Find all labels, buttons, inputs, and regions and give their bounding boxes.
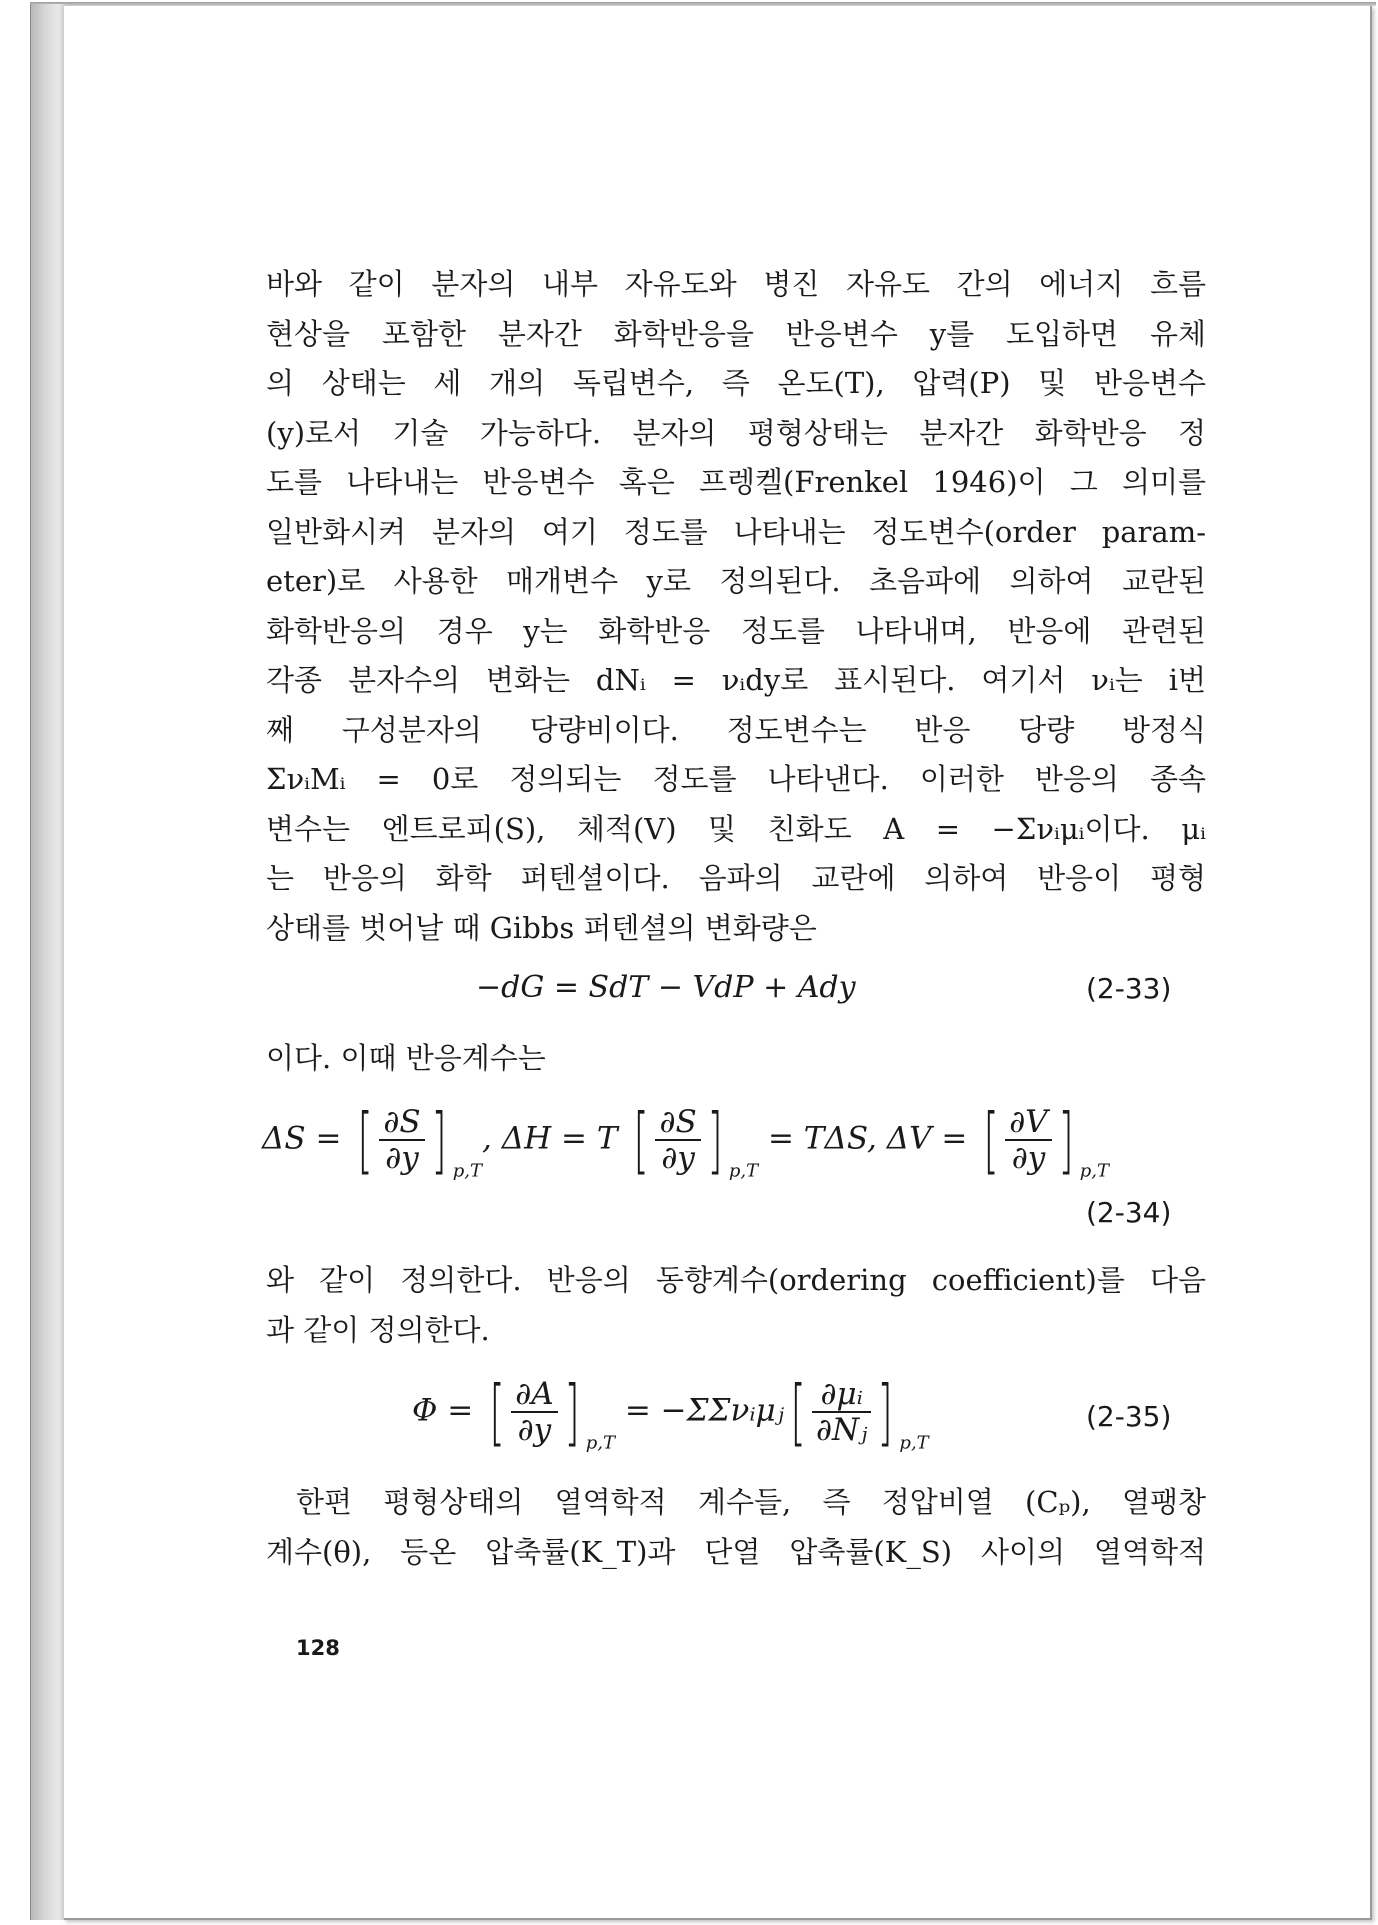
- denominator: ∂y: [517, 1412, 552, 1448]
- right-bracket: ]: [877, 1370, 894, 1454]
- text-line: 째 구성분자의 당량비이다. 정도변수는 반응 당량 방정식: [266, 712, 1206, 747]
- page-number: 128: [296, 1636, 340, 1660]
- equation-number-2-34: (2-34): [1086, 1196, 1172, 1229]
- text-line: 와 같이 정의한다. 반응의 동향계수(ordering coefficient)를 다음: [266, 1263, 1206, 1297]
- equation-number-2-33: (2-33): [1086, 972, 1172, 1005]
- text-line: 는 반응의 화학 퍼텐셜이다. 음파의 교란에 의하여 반응이 평형: [266, 861, 1206, 895]
- eq35-lhs: Φ =: [412, 1392, 474, 1429]
- text-line: 상태를 벗어날 때 Gibbs 퍼텐셜의 변화량은: [266, 910, 817, 945]
- right-bracket: ]: [431, 1098, 447, 1182]
- eq35-middle: = −ΣΣνᵢμⱼ: [624, 1392, 784, 1429]
- fraction: [511, 1377, 557, 1447]
- denominator: ∂y: [1011, 1140, 1046, 1176]
- text-line: 화학반응의 경우 y는 화학반응 정도를 나타내며, 반응에 관련된: [266, 613, 1206, 648]
- left-bracket: [: [983, 1098, 999, 1182]
- numerator: ∂S: [655, 1105, 700, 1141]
- equation-2-34: [262, 1098, 1110, 1182]
- subscript: p,T: [1079, 1160, 1110, 1182]
- text-line: 바와 같이 분자의 내부 자유도와 병진 자유도 간의 에너지 흐름: [266, 267, 1206, 301]
- text-line: ΣνᵢMᵢ = 0로 정의되는 정도를 나타낸다. 이러한 반응의 종속: [266, 762, 1206, 796]
- text-line: 각종 분자수의 변화는 dNᵢ = νᵢdy로 표시된다. 여기서 νᵢ는 i번: [266, 663, 1206, 697]
- denominator: ∂y: [385, 1140, 419, 1176]
- text-line: 변수는 엔트로피(S), 체적(V) 및 친화도 A = −Σνᵢμᵢ이다. μᵢ: [266, 811, 1206, 846]
- text-line: 한편 평형상태의 열역학적 계수들, 즉 정압비열 (Cₚ), 열팽창: [296, 1485, 1206, 1519]
- right-bracket: ]: [563, 1370, 580, 1454]
- text-line: 계수(θ), 등온 압축률(K_T)과 단열 압축률(K_S) 사이의 열역학적: [266, 1534, 1206, 1569]
- equation-2-35: [412, 1370, 929, 1454]
- text-line: eter)로 사용한 매개변수 y로 정의된다. 초음파에 의하여 교란된: [266, 564, 1206, 598]
- right-bracket: ]: [707, 1098, 723, 1182]
- equation-number-2-35: (2-35): [1086, 1400, 1172, 1433]
- text-line: 이다. 이때 반응계수는: [266, 1041, 546, 1075]
- text-line: 일반화시켜 분자의 여기 정도를 나타내는 정도변수(order param-: [266, 514, 1206, 549]
- text-line: 과 같이 정의한다.: [266, 1312, 490, 1347]
- eq34-middle: = TΔS, ΔV =: [767, 1120, 968, 1157]
- text-line: 도를 나타내는 반응변수 혹은 프렝켈(Frenkel 1946)이 그 의미를: [266, 465, 1206, 499]
- fraction: [1005, 1105, 1051, 1175]
- left-bracket: [: [633, 1098, 650, 1182]
- left-bracket: [: [357, 1098, 374, 1182]
- eq34-lhs: ΔS =: [262, 1120, 342, 1157]
- text-line: (y)로서 기술 가능하다. 분자의 평형상태는 분자간 화학반응 정: [266, 415, 1206, 450]
- paragraph-2: [266, 1256, 1206, 1355]
- subscript: p,T: [585, 1432, 615, 1454]
- numerator: ∂μᵢ: [812, 1377, 871, 1413]
- text-after-eq-33: [266, 1034, 1206, 1084]
- fraction: [812, 1377, 871, 1447]
- left-bracket: [: [790, 1370, 806, 1454]
- denominator: ∂Nⱼ: [815, 1412, 868, 1448]
- numerator: ∂V: [1005, 1105, 1051, 1141]
- eq34-middle: , ΔH = T: [482, 1120, 618, 1157]
- left-bracket: [: [489, 1370, 505, 1454]
- book-spine: [30, 4, 65, 1920]
- fraction: [379, 1105, 424, 1175]
- equation-2-33: −dG = SdT − VdP + Ady: [476, 970, 856, 1005]
- numerator: ∂S: [379, 1105, 424, 1141]
- fraction: [655, 1105, 700, 1175]
- right-bracket: ]: [1058, 1098, 1074, 1182]
- subscript: p,T: [452, 1160, 483, 1182]
- text-line: 의 상태는 세 개의 독립변수, 즉 온도(T), 압력(P) 및 반응변수: [266, 366, 1206, 400]
- paragraph-3: [266, 1478, 1206, 1577]
- subscript: p,T: [899, 1432, 929, 1454]
- numerator: ∂A: [511, 1377, 557, 1413]
- subscript: p,T: [728, 1160, 759, 1182]
- text-line: 현상을 포함한 분자간 화학반응을 반응변수 y를 도입하면 유체: [266, 316, 1206, 351]
- denominator: ∂y: [661, 1140, 695, 1176]
- paragraph-1: [266, 260, 1206, 953]
